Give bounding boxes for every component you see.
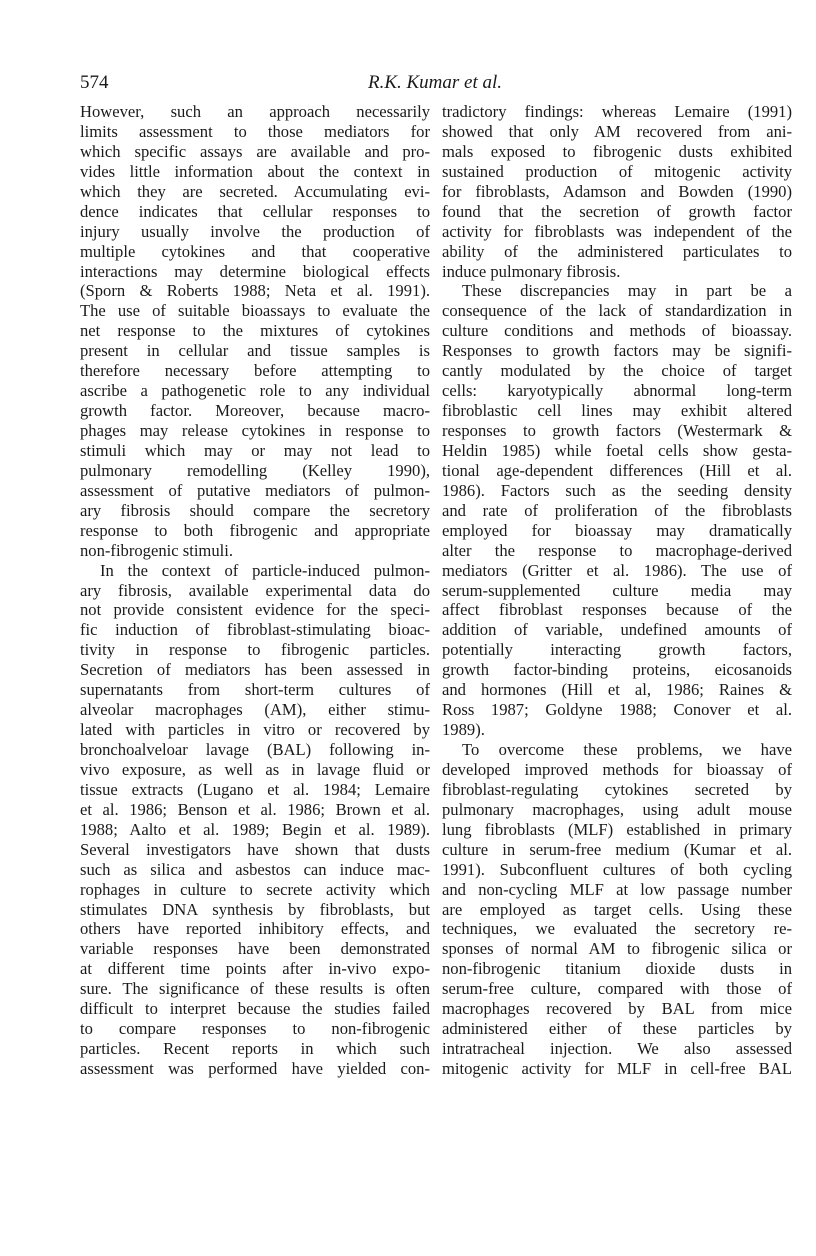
text-line: particles. Recent reports in which such xyxy=(80,1039,430,1059)
text-line: variable responses have been demonstrated xyxy=(80,939,430,959)
page-number: 574 xyxy=(80,72,109,93)
left-column xyxy=(80,102,430,1079)
text-line: addition of variable, undefined amounts of xyxy=(442,620,792,640)
text-line: The use of suitable bioassays to evaluate the xyxy=(80,301,430,321)
text-line: mitogenic activity for MLF in cell-free BAL xyxy=(442,1059,792,1078)
text-line: fibroblast-regulating cytokines secreted by xyxy=(442,779,792,799)
text-line: Heldin 1985) while foetal cells show gesta- xyxy=(442,440,792,460)
text-line: In the context of particle-induced pulmon- xyxy=(100,560,430,580)
text-line: sustained production of mitogenic activity xyxy=(442,161,792,181)
text-line: for fibroblasts, Adamson and Bowden (1990) xyxy=(442,181,792,201)
text-line: supernatants from short-term cultures of xyxy=(80,680,430,700)
text-line: and rate of proliferation of the fibroblasts xyxy=(442,500,792,520)
text-line: culture in serum-free medium (Kumar et al. xyxy=(442,839,792,859)
text-line: ary fibrosis, available experimental data do xyxy=(80,580,430,600)
running-head: R.K. Kumar et al. xyxy=(367,72,503,93)
text-line: injury usually involve the production of xyxy=(80,221,430,241)
text-line: vides little information about the context in xyxy=(80,161,430,181)
text-line: However, such an approach necessarily xyxy=(80,102,430,121)
text-line: macrophages recovered by BAL from mice xyxy=(442,999,792,1019)
text-line: potentially interacting growth factors, xyxy=(442,640,792,660)
text-line: vivo exposure, as well as in lavage fluid or xyxy=(80,759,430,779)
text-line: others have reported inhibitory effects, and xyxy=(80,919,430,939)
text-line: affect fibroblast responses because of the xyxy=(442,600,792,620)
text-line: pulmonary macrophages, using adult mouse xyxy=(442,799,792,819)
text-line: assessment was performed have yielded con- xyxy=(80,1059,430,1078)
text-line: stimulates DNA synthesis by fibroblasts, but xyxy=(80,899,430,919)
text-line: Ross 1987; Goldyne 1988; Conover et al. xyxy=(442,700,792,720)
text-line: serum-supplemented culture media may xyxy=(442,580,792,600)
text-line: consequence of the lack of standardization in xyxy=(442,301,792,321)
text-line: assessment of putative mediators of pulmon- xyxy=(80,480,430,500)
text-line: et al. 1986; Benson et al. 1986; Brown et al. xyxy=(80,799,430,819)
text-line: interactions may determine biological effects xyxy=(80,261,430,281)
text-line: growth factor-binding proteins, eicosanoids xyxy=(442,660,792,680)
text-line: which they are secreted. Accumulating evi- xyxy=(80,181,430,201)
text-line: rophages in culture to secrete activity which xyxy=(80,879,430,899)
text-line: ability of the administered particulates to xyxy=(442,241,792,261)
text-line: mals exposed to fibrogenic dusts exhibited xyxy=(442,141,792,161)
text-line: cantly modulated by the choice of target xyxy=(442,361,792,381)
text-line: induce pulmonary fibrosis. xyxy=(442,261,621,281)
text-line: sponses of normal AM to fibrogenic silica or xyxy=(442,939,792,959)
text-line: mediators (Gritter et al. 1986). The use of xyxy=(442,560,792,580)
text-line: Responses to growth factors may be signifi- xyxy=(442,341,792,361)
text-line: tional age-dependent differences (Hill et al. xyxy=(442,460,792,480)
text-line: and hormones (Hill et al, 1986; Raines & xyxy=(442,680,792,700)
right-column xyxy=(442,102,792,1079)
text-line: such as silica and asbestos can induce mac- xyxy=(80,859,430,879)
text-line: intratracheal injection. We also assessed xyxy=(442,1039,792,1059)
text-line: bronchoalveloar lavage (BAL) following in- xyxy=(80,740,430,759)
text-line: multiple cytokines and that cooperative xyxy=(80,241,430,261)
text-line: employed for bioassay may dramatically xyxy=(442,520,792,540)
text-line: Several investigators have shown that dusts xyxy=(80,839,430,859)
text-line: serum-free culture, compared with those of xyxy=(442,979,792,999)
text-line: To overcome these problems, we have xyxy=(462,740,792,759)
text-line: net response to the mixtures of cytokines xyxy=(80,321,430,341)
text-line: tissue extracts (Lugano et al. 1984; Lemaire xyxy=(80,779,430,799)
text-line: lated with particles in vitro or recovered by xyxy=(80,720,430,740)
text-line: 1991). Subconfluent cultures of both cycling xyxy=(442,859,792,879)
text-line: ary fibrosis should compare the secretory xyxy=(80,500,430,520)
text-line: tivity in response to fibrogenic particles. xyxy=(80,640,430,660)
text-line: present in cellular and tissue samples is xyxy=(80,341,430,361)
text-line: developed improved methods for bioassay of xyxy=(442,759,792,779)
text-line: found that the secretion of growth factor xyxy=(442,201,792,221)
text-line: These discrepancies may in part be a xyxy=(462,281,792,301)
text-line: growth factor. Moreover, because macro- xyxy=(80,401,430,421)
text-line: to compare responses to non-fibrogenic xyxy=(80,1019,430,1039)
text-line: difficult to interpret because the studies failed xyxy=(80,999,430,1019)
text-line: not provide consistent evidence for the speci- xyxy=(80,600,430,620)
text-line: 1986). Factors such as the seeding density xyxy=(442,480,792,500)
text-line: 1988; Aalto et al. 1989; Begin et al. 1989). xyxy=(80,819,430,839)
text-line: pulmonary remodelling (Kelley 1990), xyxy=(80,460,430,480)
text-line: phages may release cytokines in response to xyxy=(80,421,430,440)
text-line: ascribe a pathogenetic role to any individual xyxy=(80,381,430,401)
text-line: at different time points after in-vivo expo- xyxy=(80,959,430,979)
text-line: (Sporn & Roberts 1988; Neta et al. 1991). xyxy=(80,281,430,301)
text-line: tradictory findings: whereas Lemaire (1991) xyxy=(442,102,792,121)
text-line: dence indicates that cellular responses to xyxy=(80,201,430,221)
text-line: non-fibrogenic titanium dioxide dusts in xyxy=(442,959,792,979)
text-line: therefore necessary before attempting to xyxy=(80,361,430,381)
text-line: showed that only AM recovered from ani- xyxy=(442,121,792,141)
text-line: culture conditions and methods of bioassay. xyxy=(442,321,792,341)
text-line: alter the response to macrophage-derived xyxy=(442,540,792,560)
text-line: alveolar macrophages (AM), either stimu- xyxy=(80,700,430,720)
text-line: fic induction of fibroblast-stimulating bioac- xyxy=(80,620,430,640)
text-line: and non-cycling MLF at low passage number xyxy=(442,879,792,899)
text-line: limits assessment to those mediators for xyxy=(80,121,430,141)
text-line: responses to growth factors (Westermark & xyxy=(442,421,792,440)
text-line: lung fibroblasts (MLF) established in primary xyxy=(442,819,792,839)
text-line: are employed as target cells. Using these xyxy=(442,899,792,919)
text-line: Secretion of mediators has been assessed in xyxy=(80,660,430,680)
text-line: which specific assays are available and pro- xyxy=(80,141,430,161)
text-line: fibroblastic cell lines may exhibit altered xyxy=(442,401,792,421)
text-line: cells: karyotypically abnormal long-term xyxy=(442,381,792,401)
text-line: administered either of these particles by xyxy=(442,1019,792,1039)
text-line: stimuli which may or may not lead to xyxy=(80,440,430,460)
text-line: 1989). xyxy=(442,720,485,740)
text-line: response to both fibrogenic and appropriate xyxy=(80,520,430,540)
text-line: techniques, we evaluated the secretory re- xyxy=(442,919,792,939)
text-line: sure. The significance of these results is often xyxy=(80,979,430,999)
text-line: activity for fibroblasts was independent of the xyxy=(442,221,792,241)
text-line: non-fibrogenic stimuli. xyxy=(80,540,234,560)
